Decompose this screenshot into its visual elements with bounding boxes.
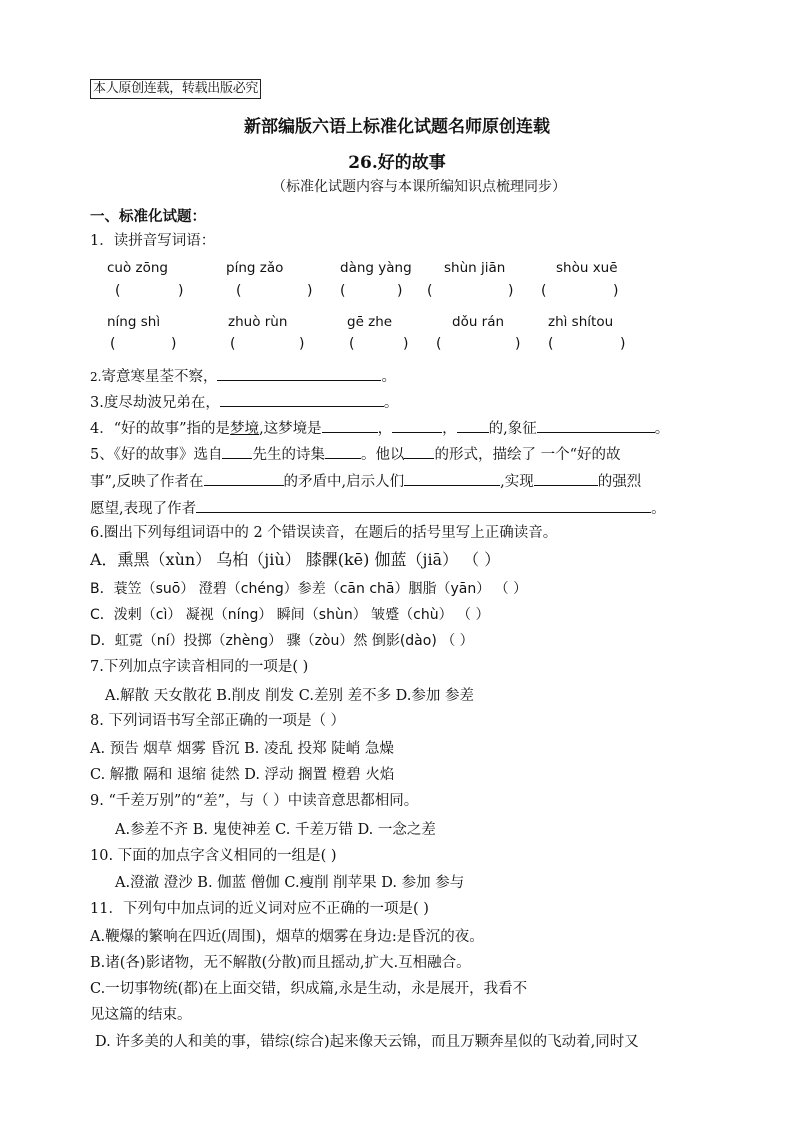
answer-box-open: (	[115, 283, 121, 299]
punctuation: 。	[654, 421, 670, 437]
copyright-notice: 本人原创连载，转载出版必究	[90, 79, 261, 99]
answer-box-open: (	[541, 283, 547, 299]
pinyin-item: gē zhe	[347, 314, 393, 330]
question-6-option-b: B．蓑笠（suō） 澄碧（chéng）参差（cān chā）胭脂（yān） （ ）	[90, 581, 528, 597]
question-11-option-b: B.诸(各)影诸物，无不解散(分散)而且摇动,扩大.互相融合。	[90, 955, 471, 971]
answer-box-close: )	[515, 336, 521, 352]
pinyin-item: shòu xuē	[556, 260, 618, 276]
question-text: 的,象征	[488, 421, 537, 437]
answer-box-close: )	[613, 283, 619, 299]
answer-box-open: (	[230, 336, 236, 352]
pinyin-item: níng shì	[107, 314, 161, 330]
answer-box-open: (	[340, 283, 346, 299]
question-11-option-a: A.鞭爆的繁响在四近(周围)，烟草的烟雾在身边:是昏沉的夜。	[90, 929, 484, 945]
answer-blank[interactable]	[534, 473, 598, 486]
page-subtitle: （标准化试题内容与本课所编知识点梳理同步）	[272, 179, 566, 195]
question-text: 。他以	[360, 447, 405, 463]
question-6-prompt: 6.圈出下列每组词语中的 2 个错误读音，在题后的括号里写上正确读音。	[90, 525, 558, 541]
question-6-option-a: A．熏黑（xùn） 乌桕（jiù） 膝髁(kē) 伽蓝（jiā） （ ）	[90, 550, 501, 569]
answer-box-close: )	[178, 283, 184, 299]
answer-blank[interactable]	[404, 473, 500, 486]
answer-blank[interactable]	[204, 473, 284, 486]
answer-box-open: (	[436, 336, 442, 352]
answer-blank[interactable]	[217, 368, 381, 381]
question-5-line-3	[90, 497, 666, 518]
question-9-prompt: 9. “千差万别”的“差”，与（ ）中读音意思都相同。	[90, 793, 419, 809]
pinyin-item: zhì shítou	[548, 314, 614, 330]
question-5-line-1	[90, 443, 621, 464]
question-text: 愿望,表现了作者	[90, 501, 197, 517]
answer-blank[interactable]	[322, 420, 378, 433]
punctuation: 。	[383, 395, 399, 411]
question-11-option-c-line-1: C.一切事物统(都)在上面交错，织成篇,永是生动，永是展开，我看不	[90, 981, 528, 997]
question-7-prompt: 7.下列加点字读音相同的一项是( )	[90, 659, 309, 675]
answer-blank[interactable]	[222, 446, 252, 459]
question-4	[90, 417, 669, 438]
answer-box-open: (	[236, 283, 242, 299]
question-text: 寄意寒星荃不察，	[101, 369, 218, 385]
answer-box-close: )	[299, 336, 305, 352]
question-text: ,这梦境是	[259, 421, 322, 437]
question-3	[90, 391, 398, 412]
answer-blank[interactable]	[537, 420, 655, 433]
question-1-prompt: 1．读拼音写词语：	[90, 233, 216, 249]
pinyin-item: píng zǎo	[226, 260, 284, 276]
question-text: 4．“好的故事”指的是	[90, 421, 231, 437]
question-text: 的形式，描绘了 一个“好的故	[434, 447, 621, 463]
question-10-prompt: 10. 下面的加点字含义相同的一组是( )	[90, 848, 337, 864]
pinyin-item: shùn jiān	[444, 260, 506, 276]
question-text: 先生的诗集	[252, 447, 325, 463]
question-11-prompt: 11．下列句中加点词的近义词对应不正确的一项是( )	[90, 901, 429, 917]
answer-box-open: (	[110, 336, 116, 352]
question-number: 2.	[90, 370, 102, 384]
question-5-line-2	[90, 470, 641, 491]
answer-blank[interactable]	[392, 420, 442, 433]
answer-box-close: )	[620, 336, 626, 352]
answer-blank[interactable]	[404, 446, 434, 459]
answer-blank[interactable]	[325, 446, 361, 459]
answer-blank[interactable]	[196, 500, 651, 513]
answer-box-open: (	[427, 283, 433, 299]
question-10-options: A.澄澈 澄沙 B. 伽蓝 僧伽 C.瘦削 削苹果 D. 参加 参与	[115, 875, 465, 891]
page-title: 新部编版六语上标准化试题名师原创连载	[244, 117, 550, 137]
pinyin-item: dàng yàng	[340, 260, 412, 276]
answer-blank[interactable]	[220, 394, 384, 407]
answer-box-close: )	[403, 336, 409, 352]
question-text: 的强烈	[597, 474, 642, 490]
pinyin-item: cuò zōng	[107, 260, 169, 276]
question-8-prompt: 8. 下列词语书写全部正确的一项是（ ）	[90, 713, 346, 729]
answer-blank[interactable]	[457, 420, 489, 433]
question-8-options-row-2: C. 解撒 隔和 退缩 徒然 D. 浮动 搁置 橙碧 火焰	[90, 767, 395, 783]
question-11-option-c-line-2: 见这篇的结束。	[90, 1007, 192, 1023]
punctuation: ，	[377, 421, 393, 437]
answer-box-close: )	[397, 283, 403, 299]
lesson-title: 26.好的故事	[348, 153, 446, 173]
question-7-options: A.解散 天女散花 B.削皮 削发 C.差别 差不多 D.参加 参差	[105, 688, 475, 704]
question-9-options: A.参差不齐 B. 鬼使神差 C. 千差万错 D. 一念之差	[115, 822, 436, 838]
underlined-term: 梦境	[230, 421, 260, 437]
punctuation: 。	[651, 501, 666, 517]
answer-box-open: (	[349, 336, 355, 352]
question-11-option-d: D. 许多美的人和美的事，错综(综合)起来像天云锦，而且万颗奔星似的飞动着,同时又	[95, 1034, 639, 1050]
answer-box-close: )	[171, 336, 177, 352]
question-2	[90, 365, 396, 386]
question-text: 5、《好的故事》选自	[90, 447, 223, 463]
punctuation: ，	[442, 421, 457, 437]
question-text: 事”,反映了作者在	[90, 474, 204, 490]
question-text: 3.度尽劫波兄弟在，	[90, 395, 220, 411]
question-8-options-row-1: A. 预告 烟草 烟雾 昏沉 B. 凌乱 投郑 陡峭 急燥	[90, 741, 394, 757]
section-heading: 一、标准化试题：	[90, 208, 206, 225]
question-text: 的矛盾中,启示人们	[283, 474, 405, 490]
question-6-option-d: D．虹霓（ní）投掷（zhèng） 骤（zòu）然 倒影(dào) （ ）	[90, 633, 474, 649]
question-text: ,实现	[500, 474, 534, 490]
answer-box-close: )	[307, 283, 313, 299]
punctuation: 。	[381, 369, 396, 385]
question-6-option-c: C．泼剌（cì） 凝视（níng） 瞬间（shùn） 皱蹙（chù） （ ）	[90, 607, 490, 623]
answer-box-open: (	[548, 336, 554, 352]
pinyin-item: zhuò rùn	[228, 314, 288, 330]
answer-box-close: )	[508, 283, 514, 299]
pinyin-item: dǒu rán	[452, 314, 505, 330]
